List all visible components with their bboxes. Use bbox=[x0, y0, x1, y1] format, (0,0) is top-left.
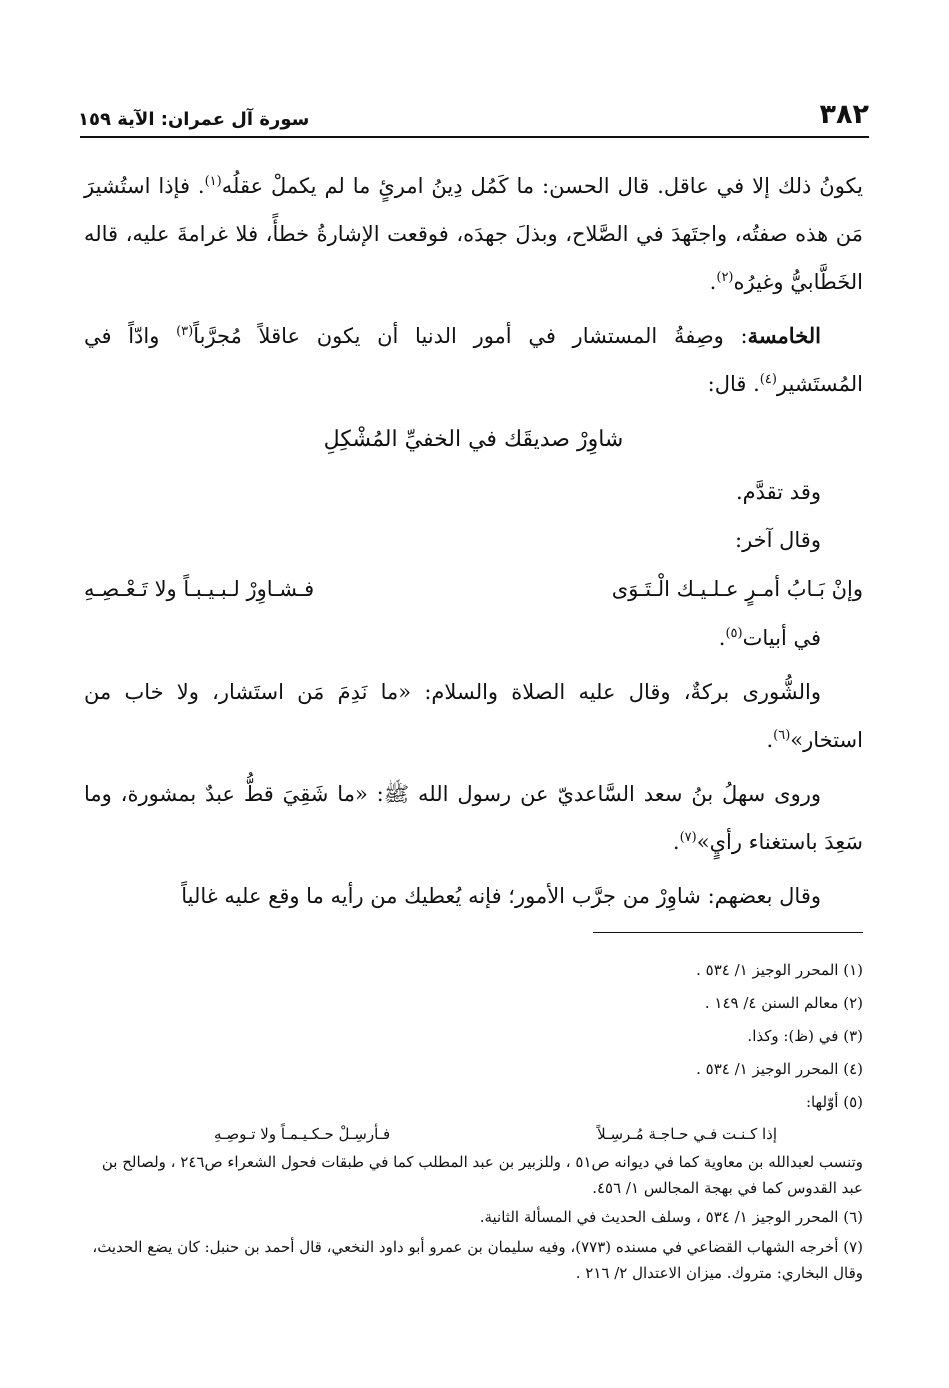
page-header bbox=[78, 96, 869, 130]
paragraph-5 bbox=[84, 614, 863, 662]
footnote-ref-4: (٤) bbox=[759, 372, 777, 387]
footnote-ref-2: (٢) bbox=[716, 270, 734, 285]
paragraph-2 bbox=[84, 312, 863, 408]
paragraph-7-text: وروى سهلُ بنُ سعد السَّاعديّ عن رسول الله ﷺ: «ما شَقِيَ قطُّ عبدٌ بمشورة، وما سَعِدَ باستغناء رأيٍ» bbox=[84, 782, 863, 854]
footnote-4: (٤) المحرر الوجيز ١/ ٥٣٤ . bbox=[696, 1060, 863, 1078]
header-rule bbox=[80, 136, 869, 138]
footnote-separator bbox=[593, 932, 863, 933]
footnote-ref-1: (١) bbox=[204, 174, 222, 189]
page-number: ٣٨٢ bbox=[819, 99, 869, 130]
section-label: الخامسة bbox=[747, 323, 821, 348]
paragraph-5-end: . bbox=[718, 626, 726, 650]
footnote-poem-first-hemistich: إذا كـنـت فـي حـاجـة مُـرسِـلاً bbox=[597, 1125, 777, 1143]
footnote-6: (٦) المحرر الوجيز ١/ ٥٣٤ ، وسلف الحديث في المسألة الثانية. bbox=[479, 1208, 863, 1226]
footnote-ref-3: (٣) bbox=[176, 324, 194, 339]
paragraph-5-text: في أبيات bbox=[742, 626, 821, 650]
paragraph-1-end: . bbox=[709, 270, 717, 294]
paragraph-6-end: . bbox=[766, 728, 774, 752]
footnote-1: (١) المحرر الوجيز ١/ ٥٣٤ . bbox=[696, 961, 863, 979]
paragraph-1-cont: . فإذا استُشيرَ مَن هذه صفتُه، واجتَهدَ في الصَّلاح، وبذلَ جهدَه، فوقعت الإشارةُ خطأً، فلا غرامةَ عليه، قاله الخَطَّابيُّ وغيرُه bbox=[84, 174, 863, 294]
running-title: سورة آل عمران: الآية ١٥٩ bbox=[78, 109, 310, 130]
footnote-3: (٣) في (ظ): وكذا. bbox=[747, 1027, 863, 1045]
main-text bbox=[84, 162, 863, 920]
paragraph-6 bbox=[84, 668, 863, 764]
paragraph-4: وقال آخر: bbox=[735, 528, 821, 552]
paragraph-7 bbox=[84, 770, 863, 866]
paragraph-2-cont: وادّاً في المُستَشير bbox=[84, 324, 863, 396]
poem-second-hemistich: فـشـاوِرْ لـبـيـبـاً ولا تَـعْـصِـهِ bbox=[84, 577, 315, 601]
footnotes bbox=[84, 954, 863, 1286]
footnote-ref-7: (٧) bbox=[679, 830, 697, 845]
footnote-2: (٢) معالم السنن ٤/ ١٤٩ . bbox=[704, 994, 863, 1012]
paragraph-1 bbox=[84, 162, 863, 306]
verse-line: شاوِرْ صديقَك في الخفيِّ المُشْكِلِ bbox=[323, 427, 624, 452]
footnote-ref-6: (٦) bbox=[773, 728, 791, 743]
poem-first-hemistich: وإنْ بَـابُ أمـرٍ عـلـيـك الْـتَـوَى bbox=[611, 577, 863, 601]
poem-line bbox=[84, 564, 863, 614]
footnote-5-poem bbox=[84, 1119, 863, 1149]
footnote-7: (٧) أخرجه الشهاب القضاعي في مسنده (٧٧٣)، وفيه سليمان بن عمرو أبو داود النخعي، قال أحمد بن حنبل: كان يضع الحديث، وقال البخاري: متروك. ميزان الاعتدال ٢/ ٢١٦ . bbox=[92, 1238, 863, 1282]
footnote-poem-second-hemistich: فـأرسِـلْ حـكـيـمـاً ولا تـوصِـهِ bbox=[214, 1125, 391, 1143]
paragraph-3: وقد تقدَّم. bbox=[735, 480, 821, 504]
paragraph-6-text: والشُّورى بركةٌ، وقال عليه الصلاة والسلام: «ما نَدِمَ مَن استَشار، ولا خاب من استخار» bbox=[84, 680, 863, 752]
footnote-5: (٥) أوّلها: bbox=[805, 1093, 863, 1111]
footnote-ref-5: (٥) bbox=[725, 626, 743, 641]
paragraph-2-text: : وصِفةُ المستشار في أمور الدنيا أن يكون عاقلاً مُجرَّباً bbox=[193, 324, 748, 348]
paragraph-1-text: يكونُ ذلك إلا في عاقل. قال الحسن: ما كَمُل دِينُ امرئٍ ما لم يكملْ عقلُه bbox=[221, 174, 863, 198]
paragraph-2-end: . قال: bbox=[707, 372, 760, 396]
paragraph-8: وقال بعضهم: شاوِرْ من جرَّب الأمور؛ فإنه يُعطيك من رأيه ما وقع عليه غالياً bbox=[181, 884, 821, 908]
paragraph-7-end: . bbox=[672, 830, 680, 854]
footnote-5-note: وتنسب لعبدالله بن معاوية كما في ديوانه ص٥١ ، وللزبير بن عبد المطلب كما في طبقات فحول الشعراء ص٢٤٦ ، ولصالح بن عبد القدوس كما في بهجة المجالس ١/ ٤٥٦. bbox=[101, 1153, 863, 1197]
